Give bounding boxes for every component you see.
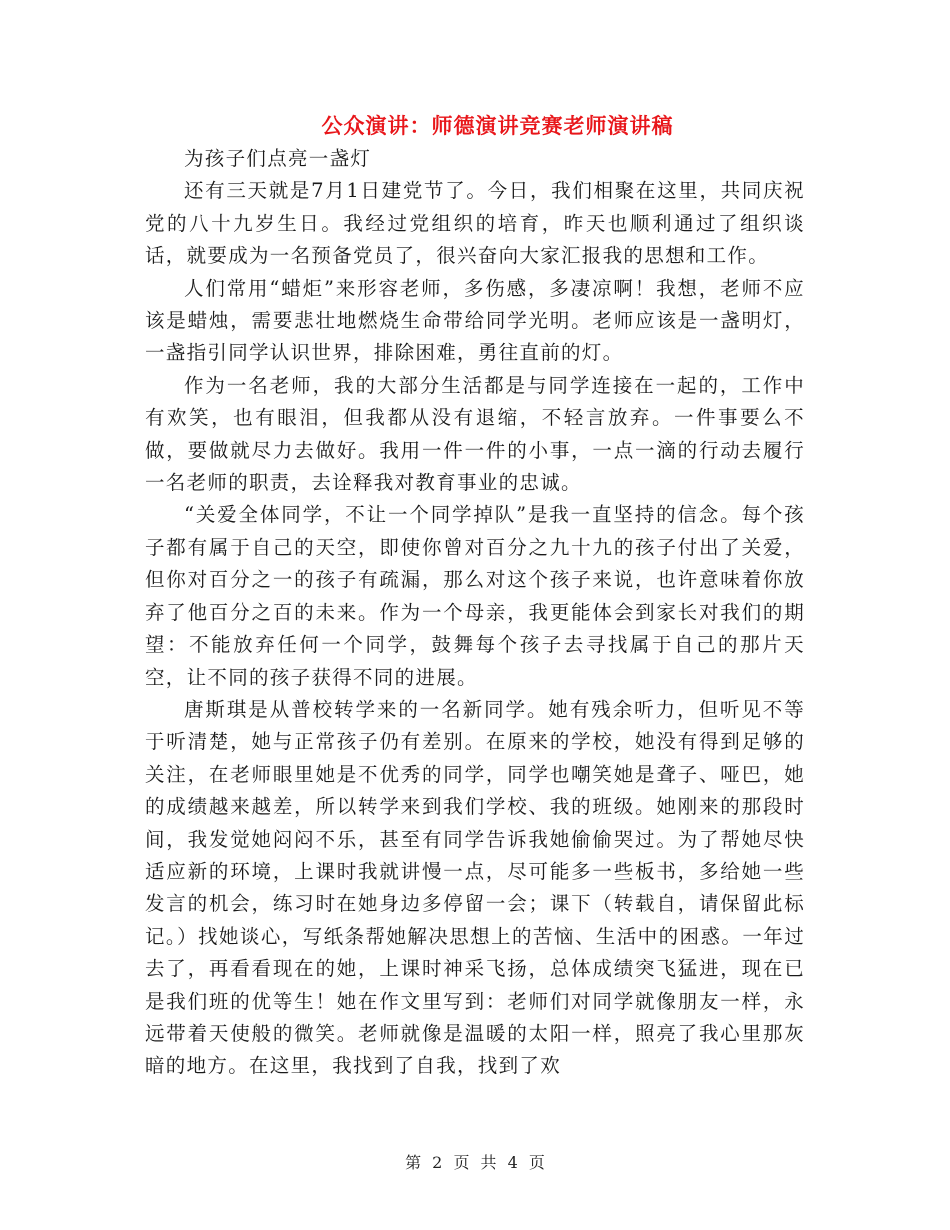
paragraph-subtitle: 为孩子们点亮一盏灯 bbox=[184, 147, 372, 170]
paragraph: 人们常用“蜡炬”来形容老师，多伤感，多凄凉啊！我想，老师不应该是蜡烛，需要悲壮地燃烧生命带给同学光明。老师应该是一盏明灯，一盏指引同学认识世界，排除困难，勇往直前的灯。 bbox=[145, 276, 805, 365]
page-footer: 第 2 页 共 4 页 bbox=[405, 1153, 545, 1172]
paragraph: 还有三天就是7月1日建党节了。今日，我们相聚在这里，共同庆祝党的八十九岁生日。我经过党组织的培育，昨天也顺利通过了组织谈话，就要成为一名预备党员了，很兴奋向大家汇报我的思想和工作。 bbox=[145, 179, 805, 268]
document-body bbox=[145, 143, 805, 1083]
document-title: 公众演讲：师德演讲竞赛老师演讲稿 bbox=[321, 114, 674, 138]
paragraph: 作为一名老师，我的大部分生活都是与同学连接在一起的，工作中有欢笑，也有眼泪，但我都从没有退缩，不轻言放弃。一件事要么不做，要做就尽力去做好。我用一件一件的小事，一点一滴的行动去履行一名老师的职责，去诠释我对教育事业的忠诚。 bbox=[145, 373, 805, 495]
paragraph: “关爱全体同学，不让一个同学掉队”是我一直坚持的信念。每个孩子都有属于自己的天空，即使你曾对百分之九十九的孩子付出了关爱，但你对百分之一的孩子有疏漏，那么对这个孩子来说，也许意味着你放弃了他百分之百的未来。作为一个母亲，我更能体会到家长对我们的期望：不能放弃任何一个同学，鼓舞每个孩子去寻找属于自己的那片天空，让不同的孩子获得不同的进展。 bbox=[145, 503, 805, 689]
paragraph: 唐斯琪是从普校转学来的一名新同学。她有残余听力，但听见不等于听清楚，她与正常孩子仍有差别。在原来的学校，她没有得到足够的关注，在老师眼里她是不优秀的同学，同学也嘲笑她是聋子、哑巴，她的成绩越来越差，所以转学来到我们学校、我的班级。她刚来的那段时间，我发觉她闷闷不乐，甚至有同学告诉我她偷偷哭过。为了帮她尽快适应新的环境，上课时我就讲慢一点，尽可能多一些板书，多给她一些发言的机会，练习时在她身边多停留一会；课下（转载自，请保留此标记。）找她谈心，写纸条帮她解决思想上的苦恼、生活中的困惑。一年过去了，再看看现在的她，上课时神采飞扬，总体成绩突飞猛进，现在已是我们班的优等生！她在作文里写到：老师们对同学就像朋友一样，永远带着天使般的微笑。老师就像是温暖的太阳一样，照亮了我心里那灰暗的地方。在这里，我找到了自我，找到了欢 bbox=[145, 697, 805, 1078]
